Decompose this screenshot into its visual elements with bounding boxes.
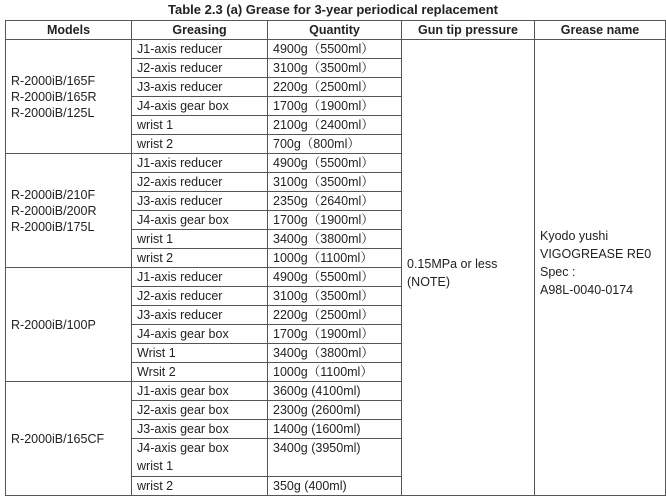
greasing-label: J2-axis reducer bbox=[137, 61, 223, 75]
greasing-label: Wrist 1 bbox=[137, 346, 176, 360]
quantity-cell: 3400g (3950ml) bbox=[268, 439, 402, 477]
greasing-label: wrist 2 bbox=[137, 479, 174, 493]
table-row bbox=[6, 40, 666, 59]
quantity-cell: 3400g（3800ml） bbox=[268, 230, 402, 249]
greasing-cell bbox=[132, 97, 268, 116]
greasing-label: J4-axis gear box bbox=[137, 327, 229, 341]
gun-tip-pressure-cell bbox=[402, 40, 535, 496]
greasing-cell bbox=[132, 287, 268, 306]
quantity-cell: 700g（800ml） bbox=[268, 135, 402, 154]
gun-tip-pressure-line: 0.15MPa or less bbox=[407, 256, 498, 271]
greasing-cell bbox=[132, 420, 268, 439]
greasing-cell bbox=[132, 173, 268, 192]
quantity-cell: 2300g (2600ml) bbox=[268, 401, 402, 420]
quantity-cell: 4900g（5500ml） bbox=[268, 154, 402, 173]
header-quantity: Quantity bbox=[268, 21, 402, 40]
gun-tip-pressure-line: (NOTE) bbox=[407, 274, 451, 289]
quantity-cell: 2200g（2500ml） bbox=[268, 78, 402, 97]
quantity-cell: 1400g (1600ml) bbox=[268, 420, 402, 439]
greasing-cell bbox=[132, 116, 268, 135]
quantity-cell: 2350g（2640ml） bbox=[268, 192, 402, 211]
greasing-label: Wrsit 2 bbox=[137, 365, 176, 379]
quantity-cell: 1700g（1900ml） bbox=[268, 97, 402, 116]
model-name: R-2000iB/200R bbox=[11, 203, 97, 218]
greasing-label: J3-axis reducer bbox=[137, 308, 223, 322]
model-name: R-2000iB/165F bbox=[11, 73, 96, 88]
header-models: Models bbox=[6, 21, 132, 40]
greasing-cell bbox=[132, 154, 268, 173]
greasing-label: wrist 1 bbox=[137, 118, 174, 132]
quantity-cell: 3100g（3500ml） bbox=[268, 59, 402, 78]
quantity-cell: 3100g（3500ml） bbox=[268, 287, 402, 306]
quantity-cell: 2100g（2400ml） bbox=[268, 116, 402, 135]
model-name: R-2000iB/125L bbox=[11, 105, 95, 120]
greasing-cell bbox=[132, 325, 268, 344]
greasing-label: wrist 2 bbox=[137, 137, 174, 151]
greasing-cell bbox=[132, 306, 268, 325]
greasing-label: J2-axis gear box bbox=[137, 403, 229, 417]
greasing-label: wrist 1 bbox=[137, 459, 174, 473]
greasing-cell bbox=[132, 401, 268, 420]
model-name: R-2000iB/165CF bbox=[11, 431, 105, 446]
grease-table bbox=[5, 20, 666, 496]
greasing-cell bbox=[132, 477, 268, 496]
greasing-label: wrist 1 bbox=[137, 232, 174, 246]
greasing-cell bbox=[132, 439, 268, 477]
greasing-cell bbox=[132, 382, 268, 401]
table-title: Table 2.3 (a) Grease for 3-year periodical replacement bbox=[168, 2, 498, 17]
models-cell bbox=[6, 154, 132, 268]
greasing-label: J3-axis reducer bbox=[137, 194, 223, 208]
quantity-cell: 1000g（1100ml） bbox=[268, 363, 402, 382]
greasing-label: J1-axis reducer bbox=[137, 156, 223, 170]
greasing-cell bbox=[132, 363, 268, 382]
greasing-cell bbox=[132, 135, 268, 154]
header-grease-name: Grease name bbox=[535, 21, 666, 40]
greasing-cell bbox=[132, 40, 268, 59]
model-name: R-2000iB/210F bbox=[11, 187, 96, 202]
models-cell bbox=[6, 268, 132, 382]
grease-name-line: VIGOGREASE RE0 bbox=[540, 246, 652, 261]
quantity-cell: 3600g (4100ml) bbox=[268, 382, 402, 401]
greasing-label: J3-axis gear box bbox=[137, 422, 229, 436]
greasing-label: J2-axis reducer bbox=[137, 175, 223, 189]
greasing-label: J3-axis reducer bbox=[137, 80, 223, 94]
greasing-cell bbox=[132, 249, 268, 268]
greasing-cell bbox=[132, 344, 268, 363]
quantity-cell: 1700g（1900ml） bbox=[268, 325, 402, 344]
quantity-cell: 1700g（1900ml） bbox=[268, 211, 402, 230]
model-name: R-2000iB/100P bbox=[11, 317, 96, 332]
quantity-cell: 350g (400ml) bbox=[268, 477, 402, 496]
greasing-label: J4-axis gear box bbox=[137, 441, 229, 455]
quantity-cell: 3100g（3500ml） bbox=[268, 173, 402, 192]
grease-name-line: Kyodo yushi bbox=[540, 228, 609, 243]
models-cell bbox=[6, 382, 132, 496]
header-row bbox=[6, 21, 666, 40]
greasing-label: wrist 2 bbox=[137, 251, 174, 265]
greasing-cell bbox=[132, 59, 268, 78]
grease-name-line: Spec : bbox=[540, 264, 576, 279]
model-name: R-2000iB/165R bbox=[11, 89, 97, 104]
quantity-cell: 4900g（5500ml） bbox=[268, 268, 402, 287]
quantity-cell: 1000g（1100ml） bbox=[268, 249, 402, 268]
greasing-label: J1-axis reducer bbox=[137, 42, 223, 56]
models-cell bbox=[6, 40, 132, 154]
greasing-label: J4-axis gear box bbox=[137, 99, 229, 113]
greasing-cell bbox=[132, 211, 268, 230]
quantity-cell: 4900g（5500ml） bbox=[268, 40, 402, 59]
quantity-cell: 3400g（3800ml） bbox=[268, 344, 402, 363]
greasing-label: J1-axis gear box bbox=[137, 384, 229, 398]
greasing-label: J2-axis reducer bbox=[137, 289, 223, 303]
header-gun-tip-pressure: Gun tip pressure bbox=[402, 21, 535, 40]
grease-name-cell bbox=[535, 40, 666, 496]
header-greasing: Greasing bbox=[132, 21, 268, 40]
quantity-cell: 2200g（2500ml） bbox=[268, 306, 402, 325]
greasing-label: J1-axis reducer bbox=[137, 270, 223, 284]
grease-name-line: A98L-0040-0174 bbox=[540, 282, 634, 297]
greasing-cell bbox=[132, 192, 268, 211]
greasing-cell bbox=[132, 230, 268, 249]
model-name: R-2000iB/175L bbox=[11, 219, 95, 234]
greasing-label: J4-axis gear box bbox=[137, 213, 229, 227]
greasing-cell bbox=[132, 78, 268, 97]
greasing-cell bbox=[132, 268, 268, 287]
